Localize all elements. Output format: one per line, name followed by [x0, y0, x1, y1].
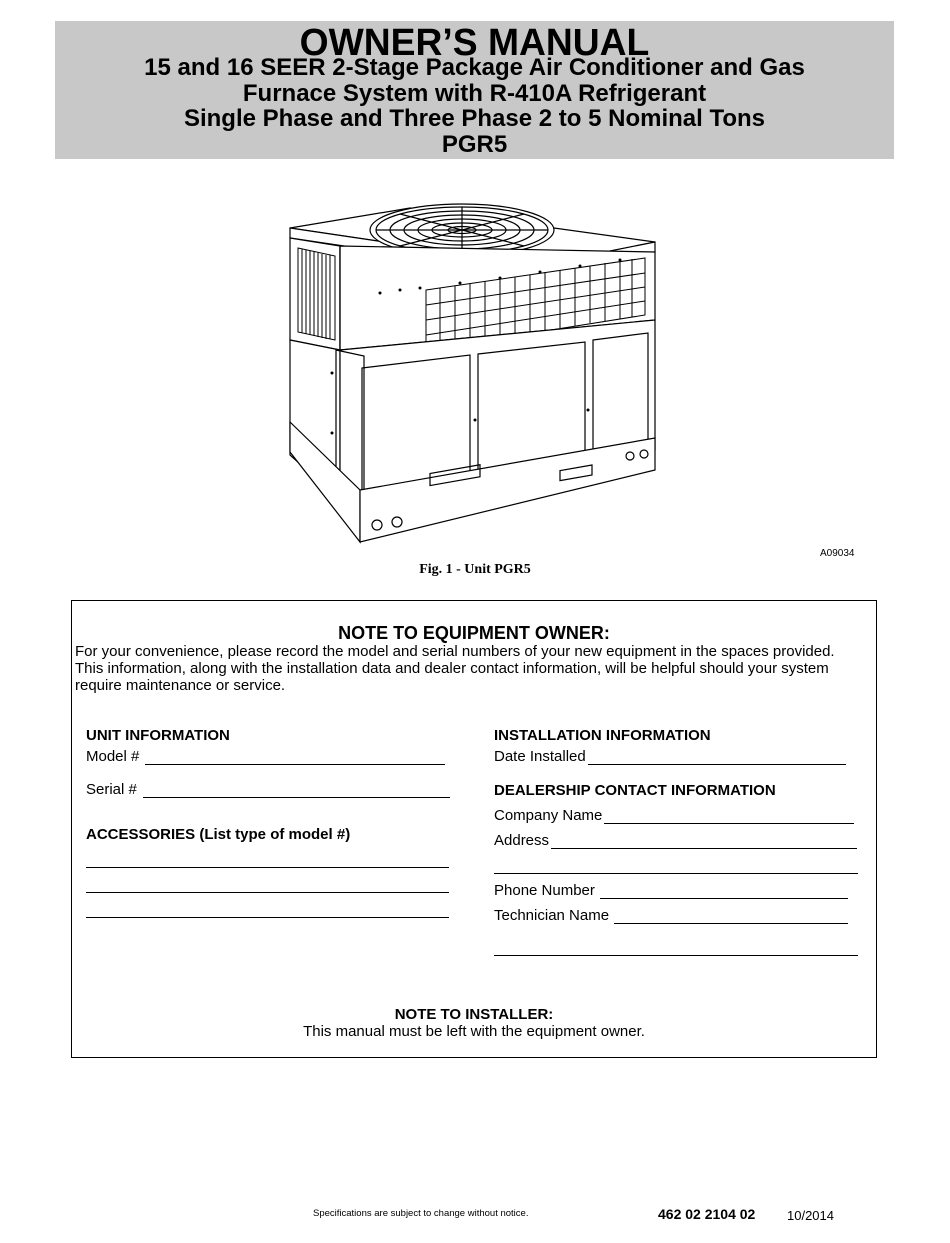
note-to-installer-heading: NOTE TO INSTALLER:	[394, 1006, 554, 1023]
date-installed-field[interactable]	[494, 748, 846, 765]
figure-caption: Fig. 1 - Unit PGR5	[419, 562, 531, 577]
model-code: PGR5	[441, 131, 508, 158]
company-name-label: Company Name	[494, 807, 603, 824]
technician-name-field[interactable]	[494, 907, 848, 924]
address-field[interactable]	[494, 832, 857, 849]
accessories-heading: ACCESSORIES (List type of model #)	[86, 826, 351, 843]
package-unit-illustration	[280, 190, 670, 550]
technician-name-input-line[interactable]	[614, 910, 848, 924]
company-name-field[interactable]	[494, 807, 854, 824]
phone-number-label: Phone Number	[494, 882, 595, 899]
note-to-owner-body: For your convenience, please record the model and serial numbers of your new equipment in the spaces provided. This information, along with the installation data and dealer contact information, will be helpful should your system require maintenance or service.	[75, 643, 835, 694]
extra-contact-line[interactable]	[494, 955, 858, 956]
note-to-installer-body: This manual must be left with the equipment owner.	[303, 1023, 645, 1040]
date-installed-input-line[interactable]	[588, 751, 846, 765]
date-installed-label: Date Installed	[494, 748, 586, 765]
accessory-line-2[interactable]	[86, 892, 449, 893]
installation-info-heading: INSTALLATION INFORMATION	[494, 727, 711, 744]
model-input-line[interactable]	[145, 751, 445, 765]
phone-number-field[interactable]	[494, 882, 848, 899]
technician-name-label: Technician Name	[494, 907, 610, 924]
model-label: Model #	[86, 748, 140, 765]
subtitle-line-3: Single Phase and Three Phase 2 to 5 Nominal Tons	[183, 105, 766, 132]
subtitle-line-2: Furnace System with R-410A Refrigerant	[242, 80, 707, 107]
figure-id: A09034	[820, 548, 855, 559]
company-name-input-line[interactable]	[604, 810, 854, 824]
model-field[interactable]	[86, 748, 445, 765]
spec-notice: Specifications are subject to change without notice.	[313, 1208, 529, 1219]
document-title: OWNER’S MANUAL	[299, 22, 650, 64]
phone-number-input-line[interactable]	[600, 885, 848, 899]
document-number: 462 02 2104 02	[658, 1206, 756, 1222]
address-line-2[interactable]	[494, 873, 858, 874]
address-label: Address	[494, 832, 550, 849]
title-banner	[55, 21, 894, 159]
serial-input-line[interactable]	[143, 784, 450, 798]
note-to-installer	[72, 1006, 876, 1040]
unit-info-heading: UNIT INFORMATION	[86, 727, 230, 744]
serial-field[interactable]	[86, 781, 450, 798]
subtitle-line-1: 15 and 16 SEER 2-Stage Package Air Conditioner and Gas	[144, 54, 805, 81]
note-to-owner-heading: NOTE TO EQUIPMENT OWNER:	[338, 623, 610, 643]
accessory-line-3[interactable]	[86, 917, 449, 918]
address-input-line[interactable]	[551, 835, 857, 849]
owner-record-box	[71, 600, 877, 1058]
publication-date: 10/2014	[787, 1208, 834, 1223]
dealership-heading: DEALERSHIP CONTACT INFORMATION	[494, 782, 776, 799]
serial-label: Serial #	[86, 781, 137, 798]
accessory-line-1[interactable]	[86, 867, 449, 868]
